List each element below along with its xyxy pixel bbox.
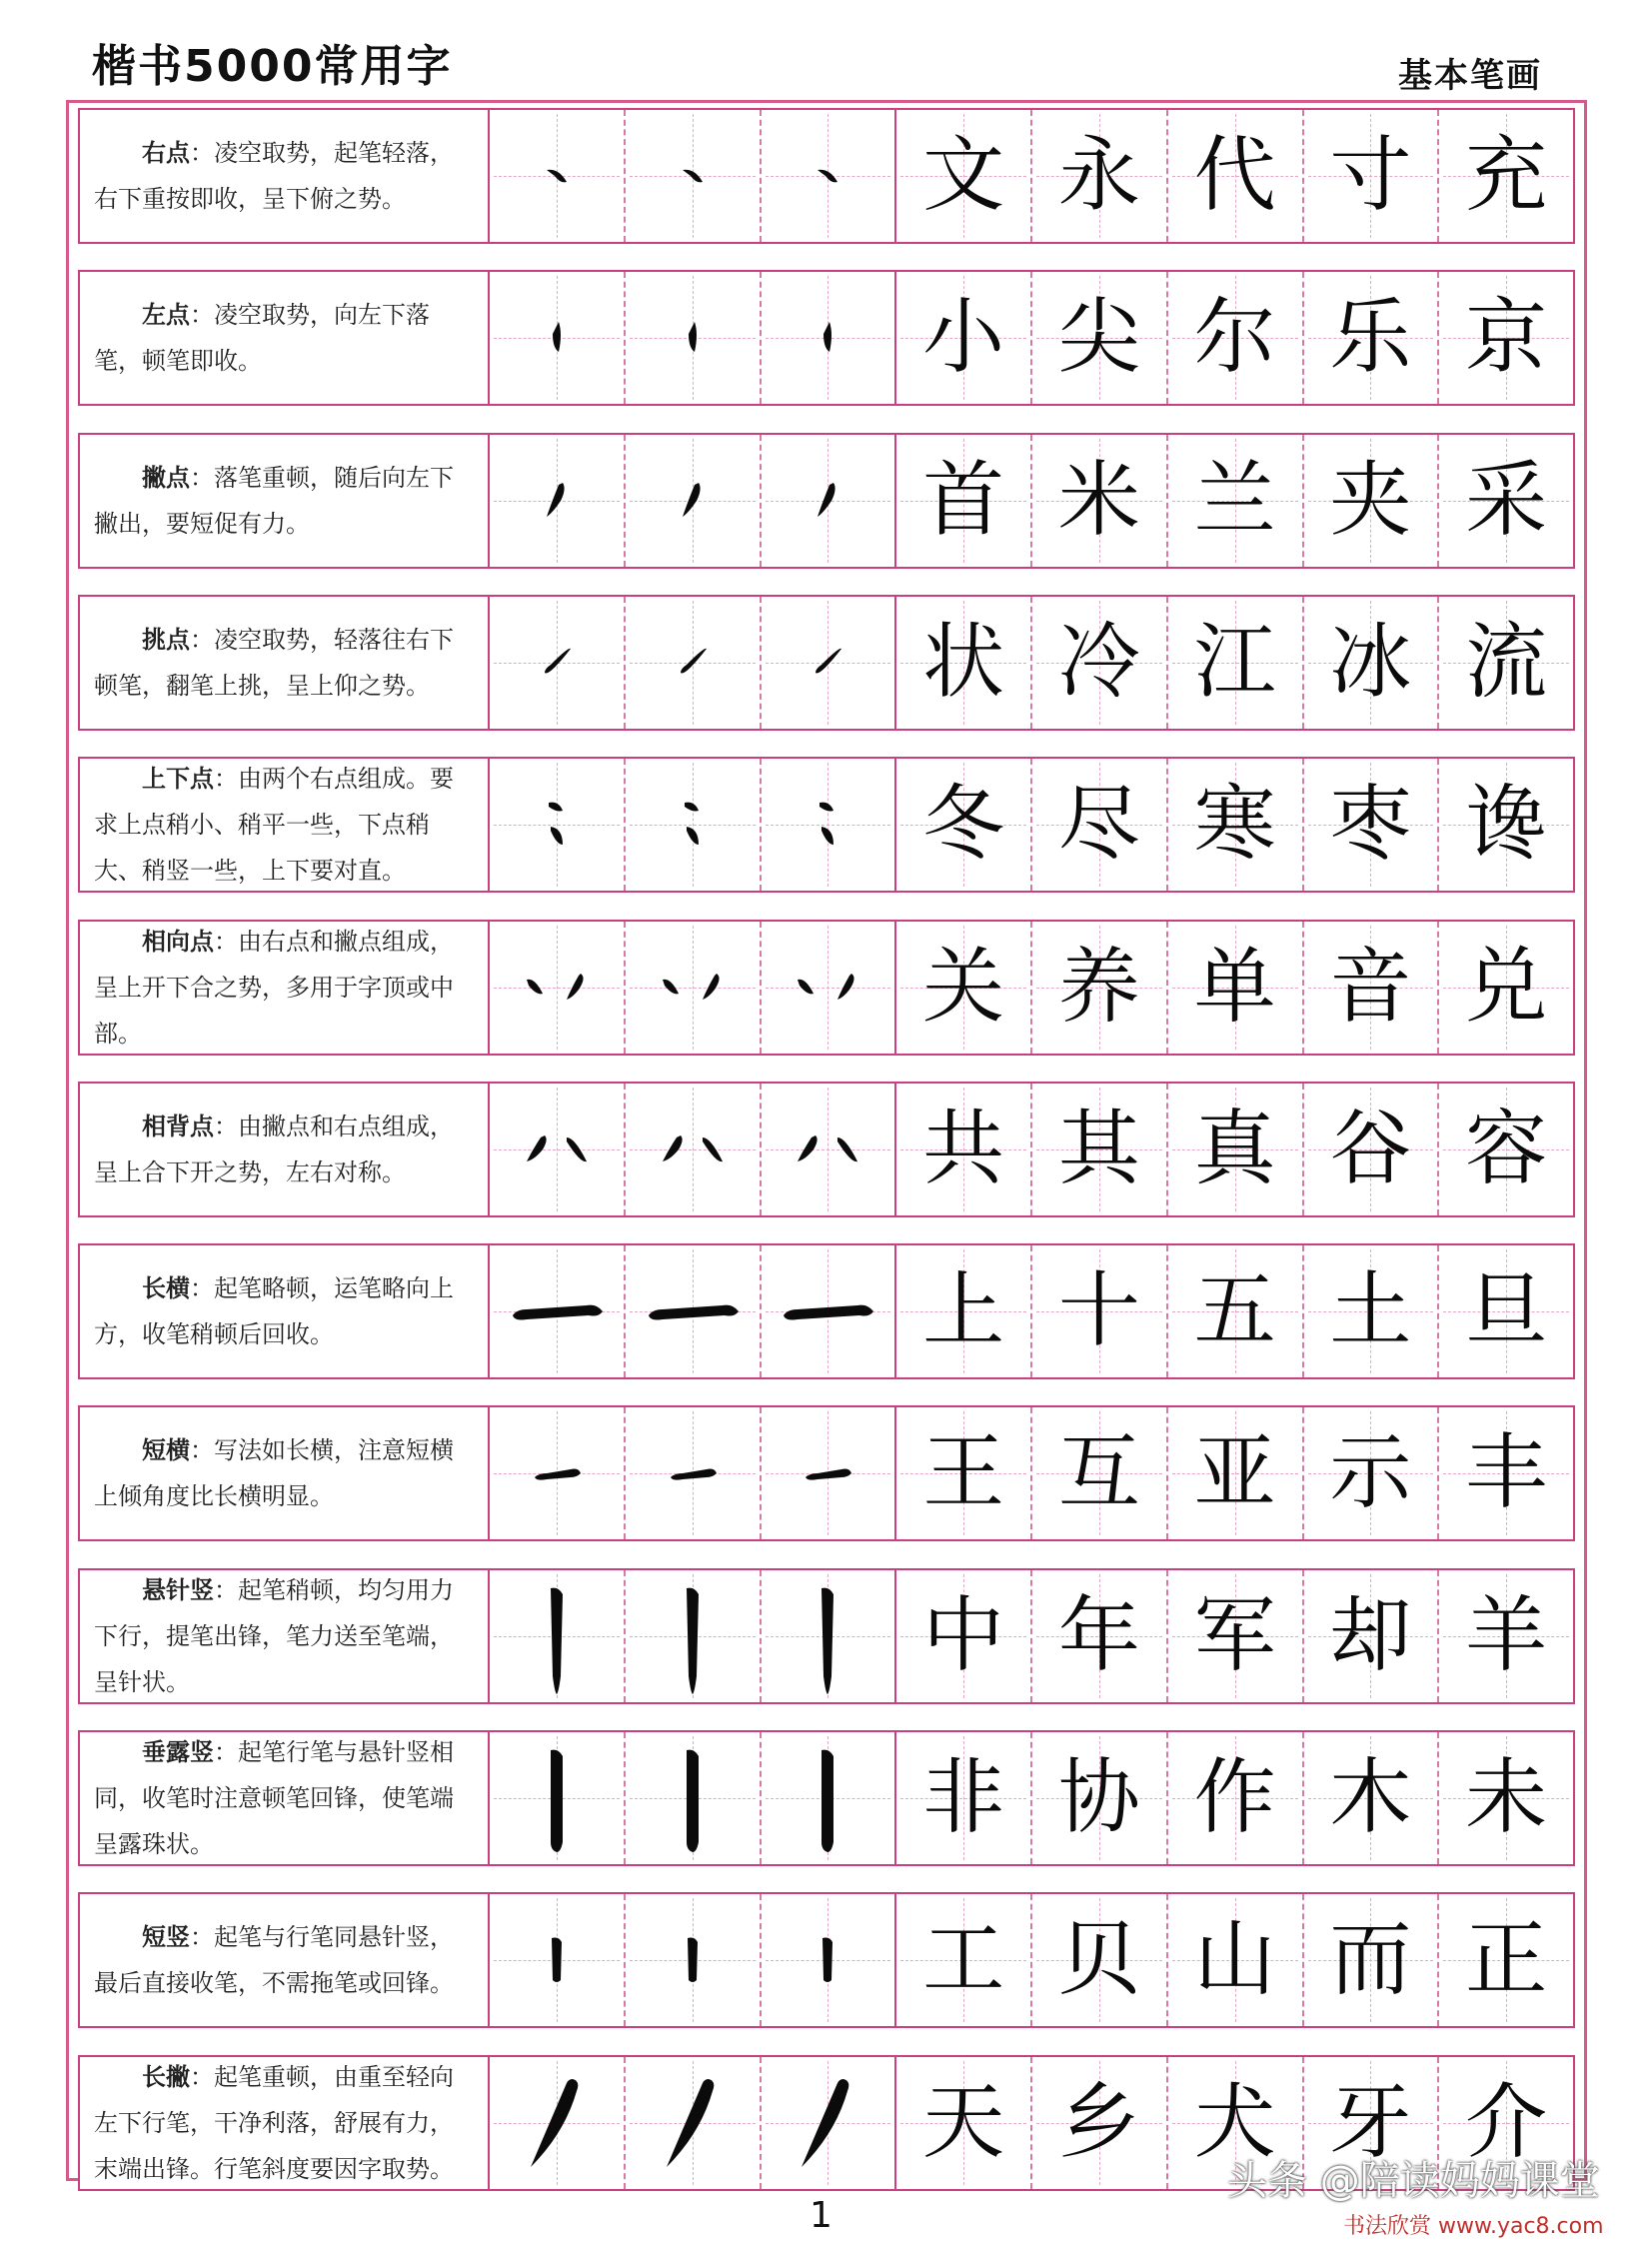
stroke-description-text: ：由撇点和右点组成，呈上合下开之势，左右对称。	[94, 1113, 454, 1186]
example-character: 年	[1057, 1588, 1140, 1683]
stroke-sample-facing-dots	[497, 923, 617, 1053]
stroke-sample-cell	[762, 1894, 897, 2026]
stroke-description	[80, 2057, 490, 2189]
stroke-row	[78, 1568, 1575, 1704]
stroke-name: 撇点	[142, 464, 190, 492]
stroke-sample-up-down-dots	[497, 760, 617, 890]
example-char-cell	[1032, 110, 1168, 242]
example-character: 羊	[1465, 1588, 1548, 1683]
stroke-sample-cell	[762, 435, 897, 567]
example-character: 养	[1057, 940, 1140, 1035]
stroke-row	[78, 1405, 1575, 1541]
example-character: 谗	[1465, 777, 1548, 872]
stroke-name: 相背点	[142, 1113, 214, 1140]
example-character: 流	[1465, 615, 1548, 710]
example-char-cell	[1439, 1084, 1573, 1215]
stroke-sample-cell	[490, 1084, 626, 1215]
stroke-sample-needle-shu	[768, 1571, 887, 1701]
example-character: 京	[1465, 290, 1548, 385]
stroke-sample-cell	[762, 1084, 897, 1215]
stroke-sample-short-shu	[633, 1895, 753, 2025]
stroke-description-text: ：写法如长横，注意短横上倾角度比长横明显。	[94, 1436, 454, 1510]
stroke-sample-tiao-dot	[768, 598, 887, 728]
stroke-row	[78, 920, 1575, 1056]
stroke-sample-pie-dot	[633, 436, 753, 566]
example-character: 其	[1057, 1102, 1140, 1196]
example-char-cell	[1439, 922, 1573, 1054]
example-char-cell	[1168, 435, 1304, 567]
example-character: 文	[922, 128, 1005, 223]
stroke-sample-cell	[626, 435, 762, 567]
example-character: 王	[922, 1425, 1005, 1520]
stroke-name: 垂露竖	[142, 1738, 214, 1766]
stroke-sample-cell	[490, 1894, 626, 2026]
stroke-sample-cell	[762, 272, 897, 404]
example-character: 丰	[1465, 1425, 1548, 1520]
stroke-sample-short-heng	[768, 1408, 887, 1538]
example-char-cell	[896, 2057, 1032, 2189]
stroke-sample-needle-shu	[497, 1571, 617, 1701]
example-character: 土	[1329, 1263, 1412, 1358]
example-char-cell	[896, 597, 1032, 729]
example-character: 木	[1329, 1750, 1412, 1845]
stroke-sample-dew-shu	[633, 1733, 753, 1863]
stroke-sample-pie-dot	[497, 436, 617, 566]
example-character: 夹	[1329, 453, 1412, 548]
example-character: 作	[1193, 1750, 1276, 1845]
example-char-cell	[896, 435, 1032, 567]
stroke-description-text: ：起笔行笔与悬针竖相同，收笔时注意顿笔回锋，使笔端呈露珠状。	[94, 1738, 454, 1858]
example-char-cell	[1168, 272, 1304, 404]
stroke-sample-back-dots	[768, 1085, 887, 1214]
example-char-cell	[1168, 110, 1304, 242]
stroke-sample-tiao-dot	[633, 598, 753, 728]
example-character: 尔	[1193, 290, 1276, 385]
example-char-cell	[1032, 1732, 1168, 1864]
example-char-cell	[1032, 1084, 1168, 1215]
example-char-cell	[1032, 272, 1168, 404]
example-character: 犬	[1193, 2075, 1276, 2170]
example-character: 小	[922, 290, 1005, 385]
example-character: 尽	[1057, 777, 1140, 872]
example-char-cell	[1439, 1570, 1573, 1702]
stroke-sample-cell	[626, 922, 762, 1054]
example-char-cell	[1439, 759, 1573, 891]
stroke-name: 左点	[142, 301, 190, 329]
example-char-cell	[896, 1084, 1032, 1215]
example-char-cell	[896, 1894, 1032, 2026]
stroke-name: 相向点	[142, 928, 214, 956]
example-character: 中	[922, 1588, 1005, 1683]
example-char-cell	[1304, 759, 1440, 891]
section-title: 基本笔画	[1398, 56, 1542, 96]
stroke-sample-facing-dots	[768, 923, 887, 1053]
stroke-row	[78, 108, 1575, 244]
stroke-name: 长撇	[142, 2063, 190, 2091]
example-char-cell	[1304, 1084, 1440, 1215]
example-character: 兑	[1465, 940, 1548, 1035]
example-character: 共	[922, 1102, 1005, 1196]
book-title: 楷书5000常用字	[92, 41, 453, 92]
stroke-sample-cell	[626, 1894, 762, 2026]
example-char-cell	[896, 1245, 1032, 1377]
stroke-description-text: ：凌空取势，轻落往右下顿笔，翻笔上挑，呈上仰之势。	[94, 626, 454, 700]
example-char-cell	[1304, 110, 1440, 242]
example-char-cell	[1168, 597, 1304, 729]
stroke-name: 上下点	[142, 765, 214, 793]
example-character: 寒	[1193, 777, 1276, 872]
stroke-sample-tiao-dot	[497, 598, 617, 728]
example-char-cell	[1304, 1245, 1440, 1377]
stroke-description-text: ：起笔重顿，由重至轻向左下行笔，干净利落，舒展有力，末端出锋。行笔斜度要因字取势。	[94, 2063, 454, 2183]
example-char-cell	[1304, 1894, 1440, 2026]
stroke-sample-long-pie	[497, 2058, 617, 2188]
stroke-sample-long-pie	[768, 2058, 887, 2188]
example-character: 却	[1329, 1588, 1412, 1683]
example-character: 兰	[1193, 453, 1276, 548]
example-char-cell	[1304, 435, 1440, 567]
stroke-description	[80, 1732, 490, 1864]
stroke-sample-dew-shu	[768, 1733, 887, 1863]
stroke-sample-long-heng	[768, 1246, 887, 1376]
stroke-row	[78, 1243, 1575, 1379]
example-character: 未	[1465, 1750, 1548, 1845]
example-character: 冬	[922, 777, 1005, 872]
example-char-cell	[896, 272, 1032, 404]
stroke-sample-cell	[762, 1570, 897, 1702]
example-character: 冰	[1329, 615, 1412, 710]
stroke-sample-pie-dot	[768, 436, 887, 566]
example-char-cell	[1304, 272, 1440, 404]
stroke-name: 悬针竖	[142, 1576, 214, 1604]
stroke-row	[78, 757, 1575, 893]
stroke-sample-cell	[490, 1407, 626, 1539]
example-char-cell	[1304, 1732, 1440, 1864]
stroke-sample-long-heng	[633, 1246, 753, 1376]
example-char-cell	[896, 110, 1032, 242]
page-number: 1	[810, 2195, 832, 2236]
stroke-row	[78, 595, 1575, 731]
stroke-sample-right-dot	[768, 111, 887, 241]
stroke-sample-long-pie	[633, 2058, 753, 2188]
example-char-cell	[1439, 1407, 1573, 1539]
example-char-cell	[896, 1407, 1032, 1539]
example-char-cell	[1032, 922, 1168, 1054]
example-char-cell	[896, 1570, 1032, 1702]
stroke-sample-cell	[490, 1245, 626, 1377]
stroke-sample-cell	[762, 597, 897, 729]
example-character: 采	[1465, 453, 1548, 548]
stroke-description-text: ：起笔略顿，运笔略向上方，收笔稍顿后回收。	[94, 1274, 454, 1348]
stroke-description	[80, 597, 490, 729]
example-character: 枣	[1329, 777, 1412, 872]
stroke-description	[80, 1084, 490, 1215]
example-character: 协	[1057, 1750, 1140, 1845]
example-character: 贝	[1057, 1912, 1140, 2007]
example-char-cell	[1168, 922, 1304, 1054]
example-char-cell	[1168, 1084, 1304, 1215]
example-char-cell	[1439, 1245, 1573, 1377]
example-character: 天	[922, 2075, 1005, 2170]
stroke-sample-cell	[762, 759, 897, 891]
stroke-sample-cell	[762, 922, 897, 1054]
stroke-sample-cell	[490, 759, 626, 891]
stroke-description-text: ：凌空取势，起笔轻落，右下重按即收，呈下俯之势。	[94, 139, 454, 213]
stroke-sample-cell	[626, 2057, 762, 2189]
stroke-sample-right-dot	[633, 111, 753, 241]
stroke-sample-back-dots	[633, 1085, 753, 1214]
stroke-description-text: ：落笔重顿，随后向左下撇出，要短促有力。	[94, 464, 454, 538]
stroke-description	[80, 1570, 490, 1702]
stroke-sample-cell	[626, 110, 762, 242]
example-char-cell	[1304, 922, 1440, 1054]
example-char-cell	[1032, 1407, 1168, 1539]
stroke-name: 短竖	[142, 1923, 190, 1951]
stroke-row	[78, 1892, 1575, 2028]
example-character: 五	[1193, 1263, 1276, 1358]
stroke-description	[80, 435, 490, 567]
example-char-cell	[1439, 1894, 1573, 2026]
example-char-cell	[1439, 597, 1573, 729]
stroke-sample-cell	[490, 110, 626, 242]
stroke-row	[78, 270, 1575, 406]
example-character: 代	[1193, 128, 1276, 223]
example-char-cell	[1439, 110, 1573, 242]
example-char-cell	[1032, 1894, 1168, 2026]
example-character: 非	[922, 1750, 1005, 1845]
example-character: 状	[922, 615, 1005, 710]
example-char-cell	[1439, 272, 1573, 404]
watermark-site: 书法欣赏 www.yac8.com	[1339, 2209, 1608, 2240]
example-char-cell	[1032, 435, 1168, 567]
stroke-sample-facing-dots	[633, 923, 753, 1053]
example-character: 首	[922, 453, 1005, 548]
example-char-cell	[1168, 759, 1304, 891]
example-character: 牙	[1329, 2075, 1412, 2170]
stroke-row	[78, 433, 1575, 569]
example-char-cell	[1032, 1245, 1168, 1377]
example-character: 上	[922, 1263, 1005, 1358]
stroke-sample-cell	[762, 1732, 897, 1864]
stroke-sample-short-shu	[768, 1895, 887, 2025]
stroke-description-text: ：由两个右点组成。要求上点稍小、稍平一些，下点稍大、稍竖一些，上下要对直。	[94, 765, 454, 885]
example-char-cell	[1304, 1407, 1440, 1539]
example-character: 充	[1465, 128, 1548, 223]
stroke-description-text: ：起笔稍顿，均匀用力下行，提笔出锋，笔力送至笔端，呈针状。	[94, 1576, 454, 1696]
example-char-cell	[896, 1732, 1032, 1864]
example-character: 寸	[1329, 128, 1412, 223]
stroke-sample-left-dot	[497, 273, 617, 403]
stroke-sample-cell	[626, 759, 762, 891]
example-char-cell	[1439, 1732, 1573, 1864]
example-character: 而	[1329, 1912, 1412, 2007]
stroke-sample-cell	[626, 1245, 762, 1377]
example-character: 容	[1465, 1102, 1548, 1196]
stroke-description-text: ：凌空取势，向左下落笔，顿笔即收。	[94, 301, 430, 375]
stroke-sample-cell	[490, 272, 626, 404]
example-character: 山	[1193, 1912, 1276, 2007]
stroke-sample-short-heng	[497, 1408, 617, 1538]
stroke-sample-left-dot	[768, 273, 887, 403]
stroke-sample-cell	[626, 1570, 762, 1702]
watermark: 头条 @陪读妈妈课堂	[1227, 2158, 1600, 2204]
example-char-cell	[1032, 1570, 1168, 1702]
stroke-description-text: ：由右点和撇点组成，呈上开下合之势，多用于字顶或中部。	[94, 928, 454, 1048]
stroke-sample-short-shu	[497, 1895, 617, 2025]
stroke-sample-cell	[490, 2057, 626, 2189]
stroke-sample-cell	[762, 110, 897, 242]
stroke-sample-cell	[626, 1084, 762, 1215]
stroke-name: 右点	[142, 139, 190, 167]
stroke-name: 短横	[142, 1436, 190, 1464]
stroke-sample-cell	[626, 272, 762, 404]
example-char-cell	[1304, 1570, 1440, 1702]
stroke-row	[78, 1730, 1575, 1866]
stroke-description	[80, 759, 490, 891]
example-character: 示	[1329, 1425, 1412, 1520]
stroke-sample-cell	[762, 2057, 897, 2189]
example-char-cell	[1168, 1894, 1304, 2026]
stroke-sample-left-dot	[633, 273, 753, 403]
stroke-sample-cell	[762, 1245, 897, 1377]
example-character: 江	[1193, 615, 1276, 710]
stroke-sample-cell	[626, 597, 762, 729]
example-character: 米	[1057, 453, 1140, 548]
stroke-sample-short-heng	[633, 1408, 753, 1538]
stroke-sample-up-down-dots	[633, 760, 753, 890]
example-character: 单	[1193, 940, 1276, 1035]
example-character: 乡	[1057, 2075, 1140, 2170]
example-character: 谷	[1329, 1102, 1412, 1196]
stroke-sample-cell	[490, 922, 626, 1054]
example-char-cell	[1168, 1570, 1304, 1702]
example-char-cell	[1168, 1407, 1304, 1539]
stroke-name: 挑点	[142, 626, 190, 654]
example-char-cell	[1168, 1245, 1304, 1377]
stroke-description	[80, 1407, 490, 1539]
example-char-cell	[1032, 597, 1168, 729]
example-character: 乐	[1329, 290, 1412, 385]
example-char-cell	[1168, 1732, 1304, 1864]
example-character: 旦	[1465, 1263, 1548, 1358]
stroke-description	[80, 110, 490, 242]
stroke-sample-cell	[490, 1570, 626, 1702]
example-character: 互	[1057, 1425, 1140, 1520]
stroke-row	[78, 1082, 1575, 1217]
stroke-description-text: ：起笔与行笔同悬针竖，最后直接收笔，不需拖笔或回锋。	[94, 1923, 454, 1997]
stroke-sample-cell	[490, 1732, 626, 1864]
stroke-description	[80, 1245, 490, 1377]
example-char-cell	[1439, 435, 1573, 567]
example-character: 音	[1329, 940, 1412, 1035]
example-char-cell	[1032, 759, 1168, 891]
example-char-cell	[1304, 597, 1440, 729]
stroke-sample-needle-shu	[633, 1571, 753, 1701]
stroke-sample-right-dot	[497, 111, 617, 241]
stroke-sample-cell	[626, 1732, 762, 1864]
stroke-sample-cell	[490, 435, 626, 567]
example-character: 介	[1465, 2075, 1548, 2170]
example-character: 尖	[1057, 290, 1140, 385]
example-character: 关	[922, 940, 1005, 1035]
stroke-name: 长横	[142, 1274, 190, 1302]
stroke-description	[80, 922, 490, 1054]
example-character: 真	[1193, 1102, 1276, 1196]
example-char-cell	[896, 759, 1032, 891]
stroke-description	[80, 272, 490, 404]
stroke-sample-cell	[626, 1407, 762, 1539]
example-character: 冷	[1057, 615, 1140, 710]
stroke-sample-up-down-dots	[768, 760, 887, 890]
example-character: 军	[1193, 1588, 1276, 1683]
example-char-cell	[896, 922, 1032, 1054]
example-character: 永	[1057, 128, 1140, 223]
example-char-cell	[1032, 2057, 1168, 2189]
stroke-sample-cell	[762, 1407, 897, 1539]
example-character: 亚	[1193, 1425, 1276, 1520]
example-character: 工	[922, 1912, 1005, 2007]
example-character: 十	[1057, 1263, 1140, 1358]
example-character: 正	[1465, 1912, 1548, 2007]
stroke-sample-long-heng	[497, 1246, 617, 1376]
stroke-sample-cell	[490, 597, 626, 729]
stroke-sample-dew-shu	[497, 1733, 617, 1863]
stroke-description	[80, 1894, 490, 2026]
stroke-sample-back-dots	[497, 1085, 617, 1214]
